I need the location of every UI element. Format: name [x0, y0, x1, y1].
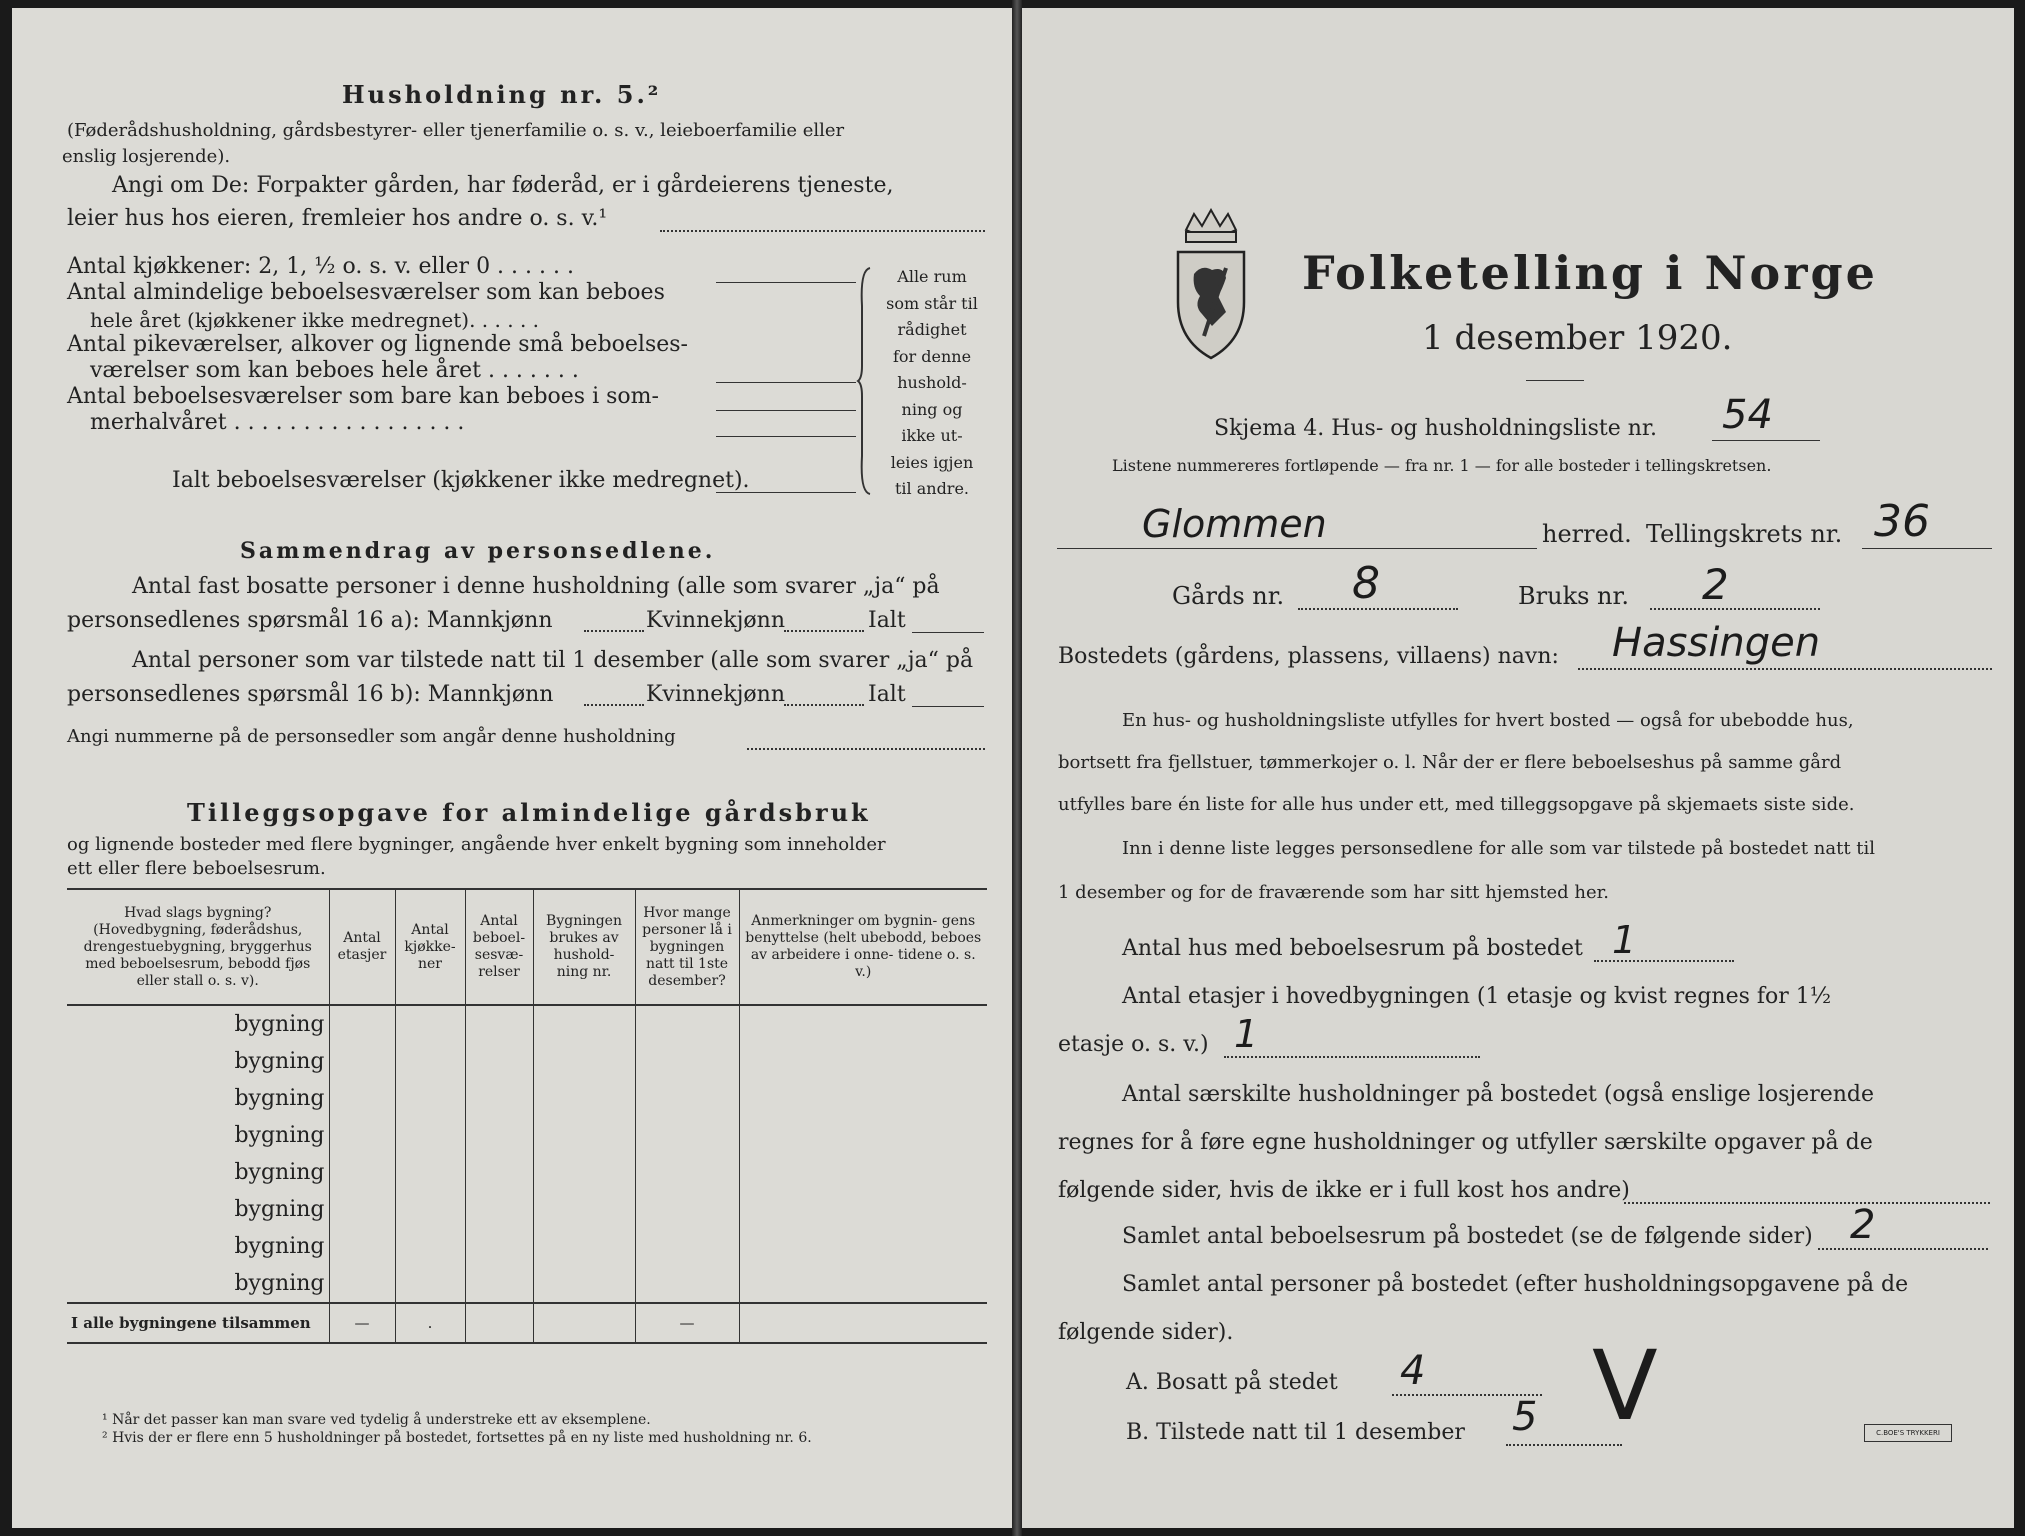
col-building-type	[67, 889, 329, 1005]
brace-note-line: Alle rum	[897, 267, 967, 286]
info-line-3: utfylles bare én liste for alle hus under ett, med tilleggsopgave på skjemaets siste side.	[1058, 794, 1855, 815]
printer-stamp: C.BOE'S TRYKKERI	[1864, 1424, 1952, 1442]
col-beboelsesvaerelser	[465, 889, 533, 1005]
rooms-line-5: værelser som kan beboes hele året . . . . . . .	[90, 358, 579, 383]
tilstede-answer-line	[1506, 1444, 1622, 1446]
title-divider	[1526, 380, 1584, 381]
census-date: 1 desember 1920.	[1422, 318, 1733, 358]
bosted-value: Hassingen	[1612, 620, 1821, 666]
etasjer-answer-line	[1224, 1056, 1480, 1058]
brace-note	[878, 264, 986, 503]
bosatt-value: 4	[1400, 1348, 1426, 1394]
col-beboelsesvaerelser-text: Antal beboel- sesvæ- relser	[472, 913, 526, 980]
left-page	[12, 8, 1012, 1528]
skjema-number: 54	[1722, 392, 1773, 438]
col-personer-text: Hvor mange personer lå i bygningen natt til 1ste desember?	[642, 904, 732, 989]
tillegg-line-1: og lignende bosteder med flere bygninger, angående hver enkelt bygning som inneholder	[67, 834, 886, 855]
table-row	[67, 1154, 987, 1191]
tilstede-value: 5	[1512, 1394, 1538, 1440]
gards-value: 8	[1352, 558, 1380, 609]
total-cell	[465, 1303, 533, 1343]
table-row	[67, 1043, 987, 1080]
rooms-answer-3	[716, 410, 856, 411]
household-intro-1: (Føderådshusholdning, gårdsbestyrer- eller tjenerfamilie o. s. v., leieboerfamilie eller	[67, 120, 845, 141]
total-cell: —	[329, 1303, 395, 1343]
angi-nummerne: Angi nummerne på de personsedler som angår denne husholdning	[67, 726, 676, 747]
total-label: I alle bygningene tilsammen	[67, 1303, 329, 1343]
table-row	[67, 1080, 987, 1117]
info-line-5: 1 desember og for de fraværende som har sitt hjemsted her.	[1058, 882, 1609, 903]
rooms-answer-4	[716, 436, 856, 437]
samlet-rum-label: Samlet antal beboelsesrum på bostedet (se de følgende sider)	[1122, 1224, 1813, 1249]
bosted-answer-line	[1578, 668, 1992, 670]
right-page	[1022, 8, 2014, 1528]
brace-note-line: for denne	[892, 346, 972, 366]
summary-line-2a: Antal personer som var tilstede natt til 1 desember (alle som svarer „ja“ på	[132, 648, 974, 673]
samlet-personer-line-2: følgende sider).	[1058, 1320, 1234, 1345]
row-label: bygning	[234, 1271, 325, 1296]
tilstede-label: B. Tilstede natt til 1 desember	[1126, 1420, 1465, 1445]
col-etasjer-text: Antal etasjer	[337, 930, 387, 963]
total-cell: .	[395, 1303, 465, 1343]
rooms-answer-1	[716, 282, 856, 283]
kvinnekjonn-16a-label: Kvinnekjønn	[646, 608, 785, 633]
table-row	[67, 1191, 987, 1228]
total-cell	[739, 1303, 987, 1343]
bruks-answer-line	[1650, 608, 1820, 610]
rooms-line-3: hele året (kjøkkener ikke medregnet). . . . . .	[90, 308, 540, 332]
etasjer-value: 1	[1234, 1012, 1259, 1056]
table-row	[67, 1117, 987, 1154]
angi-answer-line	[660, 230, 985, 232]
brace-note-line: rådighet	[897, 320, 967, 339]
summary-line-1a: Antal fast bosatte personer i denne husholdning (alle som svarer „ja“ på	[132, 574, 940, 599]
ialt-16a-label: Ialt	[868, 608, 906, 633]
summary-line-2b: personsedlenes spørsmål 16 b): Mannkjønn	[67, 682, 554, 707]
mannkjonn-16b-answer	[584, 704, 644, 706]
table-row	[67, 1265, 987, 1303]
col-etasjer	[329, 889, 395, 1005]
rooms-line-7: merhalvåret . . . . . . . . . . . . . . . . .	[90, 410, 465, 435]
col-husholdning-nr	[533, 889, 635, 1005]
skjema-answer-line	[1712, 440, 1820, 441]
bosatt-label: A. Bosatt på stedet	[1126, 1370, 1338, 1395]
ialt-16b-answer	[912, 706, 984, 707]
rooms-line-6: Antal beboelsesværelser som bare kan beboes i som-	[67, 384, 659, 409]
hus-value: 1	[1612, 918, 1637, 962]
ialt-16b-label: Ialt	[868, 682, 906, 707]
angi-line-2: leier hus hos eieren, fremleier hos andre o. s. v.¹	[67, 206, 608, 231]
col-kjokkener	[395, 889, 465, 1005]
etasjer-line-2: etasje o. s. v.)	[1058, 1032, 1209, 1057]
footnote-2: ² Hvis der er flere enn 5 husholdninger på bostedet, fortsettes på en ny liste med husholdning nr. 6.	[102, 1430, 812, 1446]
row-label: bygning	[234, 1049, 325, 1074]
household-intro-2: enslig losjerende).	[62, 146, 231, 167]
col-personer	[635, 889, 739, 1005]
building-table-header	[67, 889, 987, 1005]
norway-coat-of-arms-icon	[1172, 208, 1250, 364]
sarskilte-line-2: regnes for å føre egne husholdninger og utfyller særskilte opgaver på de	[1058, 1130, 1873, 1155]
brace-icon	[856, 266, 874, 496]
etasjer-line-1: Antal etasjer i hovedbygningen (1 etasje og kvist regnes for 1½	[1122, 984, 1832, 1009]
tillegg-line-2: ett eller flere beboelsesrum.	[67, 858, 326, 879]
rooms-line-4: Antal pikeværelser, alkover og lignende små beboelses-	[67, 332, 688, 357]
rooms-answer-2	[716, 382, 856, 383]
footnote-1: ¹ Når det passer kan man svare ved tydelig å understreke ett av eksemplene.	[102, 1412, 651, 1428]
angi-line-1: Angi om De: Forpakter gården, har føderåd, er i gårdeierens tjeneste,	[112, 173, 894, 198]
ialt-rooms-answer	[716, 492, 856, 493]
samlet-rum-answer-line	[1818, 1248, 1988, 1250]
skjema-label: Skjema 4. Hus- og husholdningsliste nr.	[1214, 416, 1657, 441]
total-cell	[533, 1303, 635, 1343]
table-row	[67, 1005, 987, 1043]
tellingskrets-value: 36	[1874, 496, 1930, 547]
sarskilte-answer-line	[1624, 1202, 1990, 1204]
kvinnekjonn-16b-answer	[784, 704, 864, 706]
tellingskrets-label: Tellingskrets nr.	[1646, 520, 1843, 548]
info-line-2: bortsett fra fjellstuer, tømmerkojer o. l. Når der er flere beboelseshus på samme gård	[1058, 752, 1842, 773]
bruks-value: 2	[1702, 560, 1729, 609]
brace-note-line: ikke ut-	[901, 426, 963, 445]
tellingskrets-answer-line	[1862, 548, 1992, 549]
tillegg-title: Tilleggsopgave for almindelige gårdsbruk	[187, 798, 871, 827]
brace-note-line: ning og	[901, 399, 963, 419]
herred-answer-line	[1057, 548, 1537, 549]
row-label: bygning	[234, 1234, 325, 1259]
herred-label: herred.	[1542, 520, 1632, 548]
angi-nummerne-answer	[747, 748, 985, 750]
row-label: bygning	[234, 1086, 325, 1111]
rooms-line-1: Antal kjøkkener: 2, 1, ½ o. s. v. eller 0 . . . . . .	[67, 254, 574, 279]
row-label: bygning	[234, 1012, 325, 1037]
herred-value: Glommen	[1142, 502, 1327, 546]
gards-label: Gårds nr.	[1172, 582, 1285, 610]
table-row	[67, 1228, 987, 1265]
row-label: bygning	[234, 1160, 325, 1185]
col-husholdning-nr-text: Bygningen brukes av hushold- ning nr.	[546, 913, 622, 980]
ialt-rooms-label: Ialt beboelsesværelser (kjøkkener ikke medregnet).	[172, 468, 750, 493]
brace-note-line: hushold-	[897, 373, 967, 392]
kvinnekjonn-16a-answer	[784, 630, 864, 632]
summary-line-1b: personsedlenes spørsmål 16 a): Mannkjønn	[67, 608, 553, 633]
col-building-type-text: Hvad slags bygning? (Hovedbygning, føderådshus, drengestuebygning, bryggerhus med beboelsesrum, bebodd fjøs eller stall o. s. v).	[83, 904, 312, 989]
brace-note-line: til andre.	[894, 479, 970, 498]
info-line-1: En hus- og husholdningsliste utfylles for hvert bosted — også for ubebodde hus,	[1122, 710, 1854, 731]
mannkjonn-16a-answer	[584, 630, 644, 632]
col-kjokkener-text: Antal kjøkke- ner	[404, 921, 456, 972]
bosted-label: Bostedets (gårdens, plassens, villaens) navn:	[1058, 644, 1559, 669]
check-mark: V	[1592, 1330, 1658, 1442]
ialt-16a-answer	[912, 632, 984, 633]
rooms-line-2: Antal almindelige beboelsesværelser som kan beboes	[67, 280, 665, 305]
summary-title: Sammendrag av personsedlene.	[240, 538, 716, 564]
household-title: Husholdning nr. 5.²	[342, 80, 662, 109]
bruks-label: Bruks nr.	[1518, 582, 1629, 610]
table-total-row	[67, 1303, 987, 1343]
hus-label: Antal hus med beboelsesrum på bostedet	[1122, 936, 1583, 961]
listene-note: Listene nummereres fortløpende — fra nr. 1 — for alle bosteder i tellingskretsen.	[1112, 456, 1772, 475]
total-cell: —	[635, 1303, 739, 1343]
col-anmerkninger-text: Anmerkninger om bygnin- gens benyttelse (helt ubebodd, beboes av arbeidere i onne- tidene o. s. v.)	[745, 913, 982, 980]
kvinnekjonn-16b-label: Kvinnekjønn	[646, 682, 785, 707]
sarskilte-line-1: Antal særskilte husholdninger på bostedet (også enslige losjerende	[1122, 1082, 1875, 1107]
main-title: Folketelling i Norge	[1302, 246, 1878, 300]
brace-note-line: leies igjen	[890, 452, 974, 472]
sarskilte-line-3: følgende sider, hvis de ikke er i full kost hos andre)	[1058, 1178, 1630, 1203]
samlet-personer-line-1: Samlet antal personer på bostedet (efter husholdningsopgavene på de	[1122, 1272, 1909, 1297]
samlet-rum-value: 2	[1850, 1202, 1876, 1248]
brace-note-line: som står til	[886, 293, 978, 313]
row-label: bygning	[234, 1123, 325, 1148]
info-line-4: Inn i denne liste legges personsedlene for alle som var tilstede på bostedet natt til	[1122, 838, 1876, 859]
building-table	[67, 888, 987, 1344]
page-fold	[1012, 0, 1022, 1536]
col-anmerkninger	[739, 889, 987, 1005]
row-label: bygning	[234, 1197, 325, 1222]
